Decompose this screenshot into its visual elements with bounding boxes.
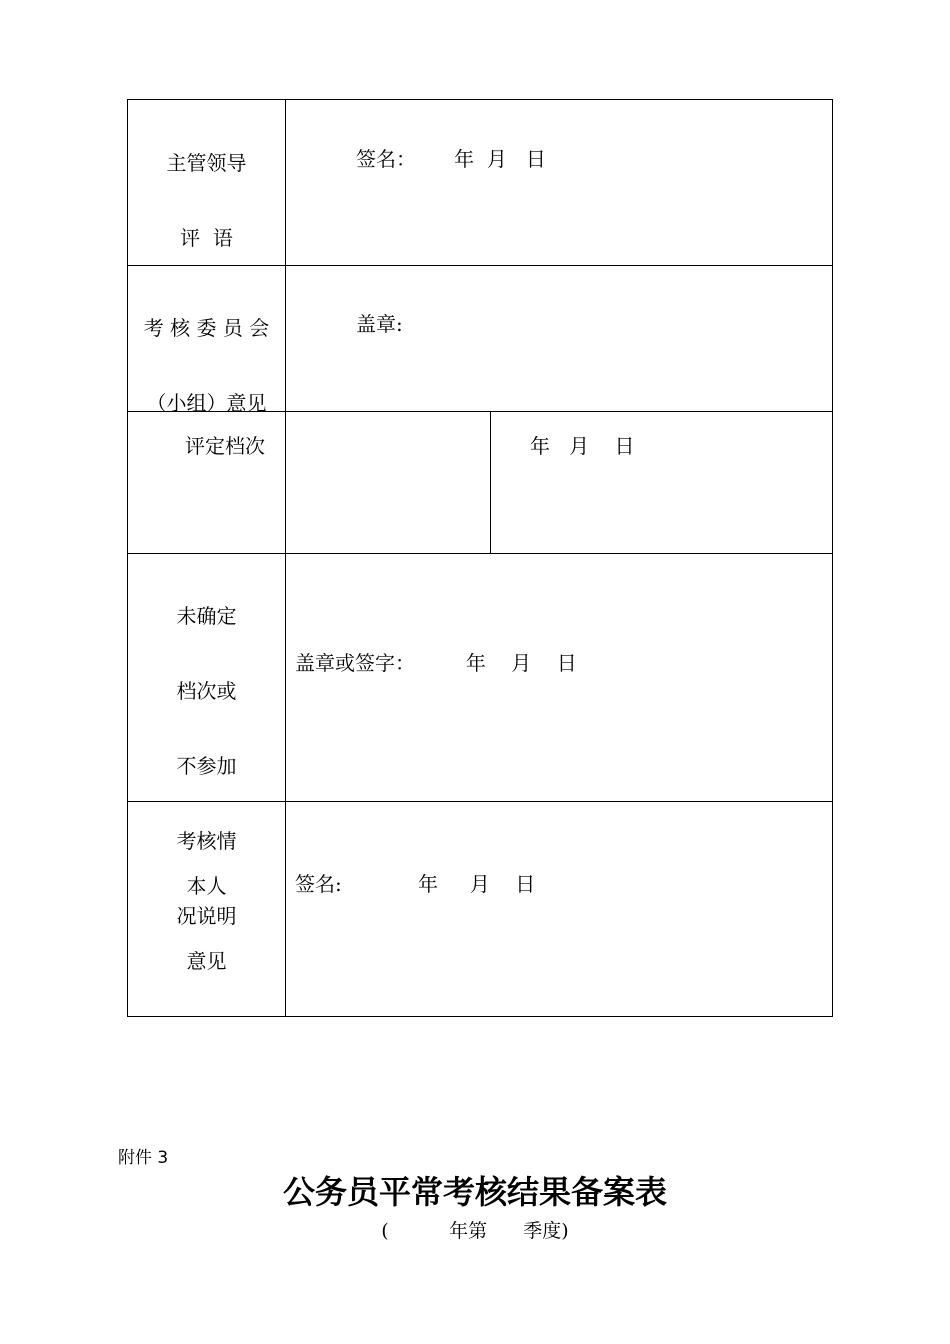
self-opinion-label-line1: 本人: [186, 874, 227, 898]
committee-label-line1: 考 核 委 员 会: [143, 316, 270, 340]
grade-label: 评定档次: [185, 434, 265, 458]
undetermined-signature-line[interactable]: 盖章或签字： 年 月 日: [295, 651, 577, 675]
supervisor-label-line2: 评 语: [180, 226, 233, 250]
grade-cell-divider: [490, 411, 491, 553]
label-column-divider: [285, 100, 286, 1016]
undetermined-label-line: 未确定: [176, 604, 237, 628]
document-subtitle: ( 年第 季度): [381, 1220, 569, 1242]
document-title: 公务员平常考核结果备案表: [282, 1173, 667, 1211]
undetermined-label-line: 不参加: [176, 754, 237, 778]
grade-date-line[interactable]: 年 月 日: [530, 434, 635, 458]
self-opinion-label: [128, 824, 285, 1024]
undetermined-label-line: 况说明: [176, 904, 237, 928]
self-opinion-signature-line[interactable]: 签名: 年 月 日: [295, 872, 536, 896]
supervisor-signature-line[interactable]: 签名： 年 月 日: [356, 147, 546, 171]
undetermined-label-line: 考核情: [176, 829, 237, 853]
assessment-form-table: [127, 99, 833, 1017]
attachment-label: 附件 3: [118, 1148, 169, 1168]
self-opinion-label-line2: 意见: [186, 949, 227, 973]
committee-seal-line[interactable]: 盖章:: [356, 312, 403, 336]
committee-label-line2: （小组）意见: [146, 391, 267, 415]
undetermined-label-line: 档次或: [176, 679, 237, 703]
supervisor-label-line1: 主管领导: [166, 151, 247, 175]
